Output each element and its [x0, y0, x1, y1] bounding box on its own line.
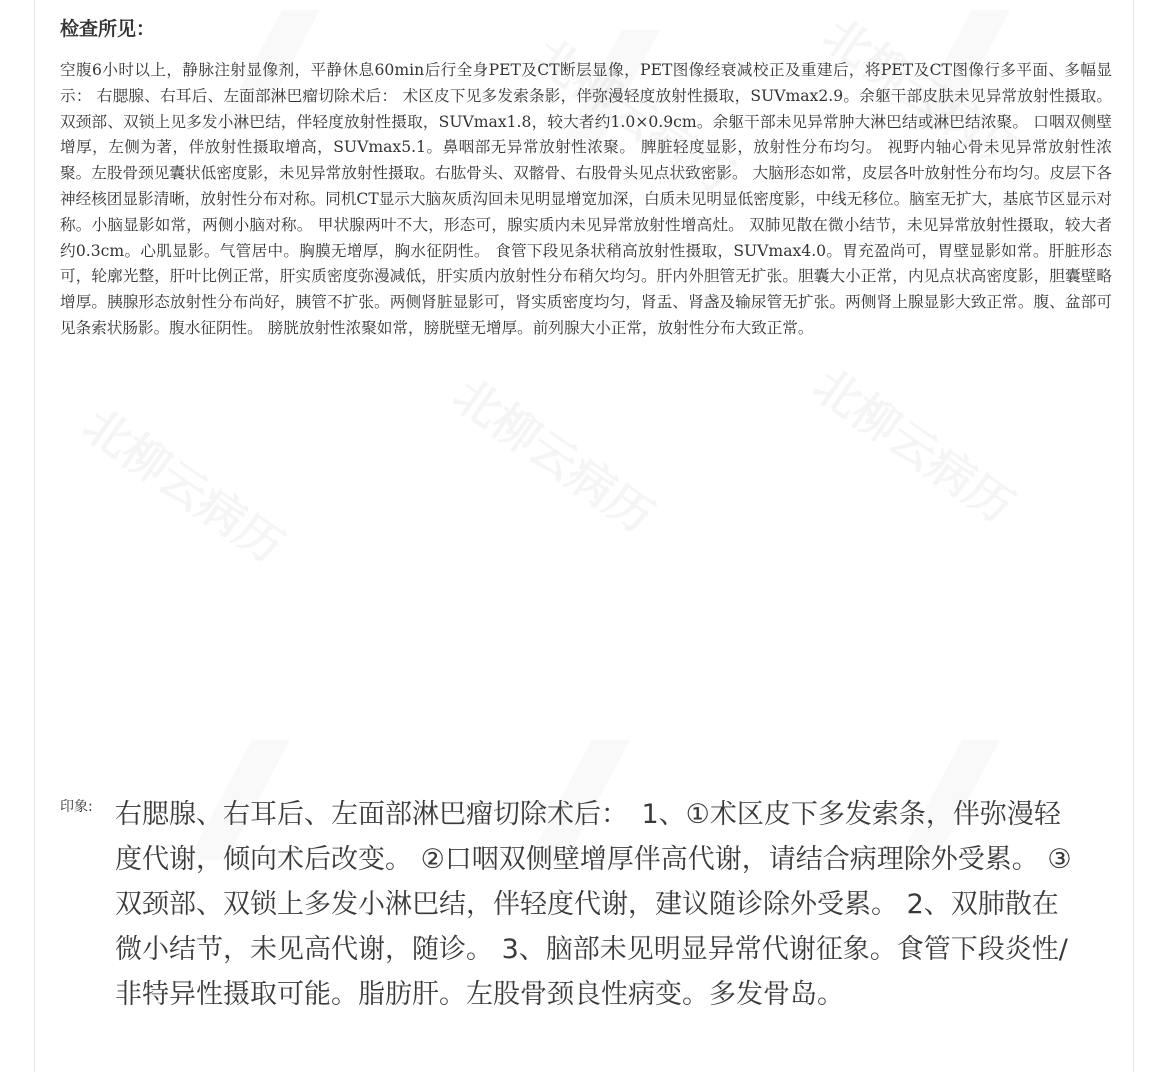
findings-text: 空腹6小时以上，静脉注射显像剂，平静休息60min后行全身PET及CT断层显像，PET图像经衰减校正及重建后，将PET及CT图像行多平面、多幅显示： 右腮腺、右耳后、左面部淋巴瘤切除术后： 术区皮下见多发索条影，伴弥漫轻度放射性摄取，SUVmax2.9。余躯干部皮肤未见异常放射性摄取。双颈部、双锁上见多发小淋巴结，伴轻度放射性摄取，SUVmax1.8，较大者约1.0×0.9cm。余躯干部未见异常肿大淋巴结或淋巴结浓聚。 口咽双侧壁增厚，左侧为著，伴放射性摄取增高，SUVmax5.1。鼻咽部无异常放射性浓聚。 脾脏轻度显影，放射性分布均匀。 视野内轴心骨未见异常放射性浓聚。左股骨颈见囊状低密度影，未见异常放射性摄取。右肱骨头、双髂骨、右股骨头见点状致密影。 大脑形态如常，皮层各叶放射性分布均匀。皮层下各神经核团显影清晰，放射性分布对称。同机CT显示大脑灰质沟回未见明显增宽加深，白质未见明显低密度影，中线无移位。脑室无扩大，基底节区显示对称。小脑显影如常，两侧小脑对称。 甲状腺两叶不大，形态可，腺实质内未见异常放射性增高灶。 双肺见散在微小结节，未见异常放射性摄取，较大者约0.3cm。心肌显影。气管居中。胸膜无增厚，胸水征阴性。 食管下段见条状稍高放射性摄取，SUVmax4.0。胃充盈尚可，胃壁显影如常。肝脏形态可，轮廓光整，肝叶比例正常，肝实质密度弥漫减低，肝实质内放射性分布稍欠均匀。肝内外胆管无扩张。胆囊大小正常，内见点状高密度影，胆囊壁略增厚。胰腺形态放射性分布尚好，胰管不扩张。两侧肾脏显影可，肾实质密度均匀，肾盂、肾盏及输尿管无扩张。两侧肾上腺显影大致正常。腹、盆部可见条索状肠影。腹水征阴性。 膀胱放射性浓聚如常，膀胱壁无增厚。前列腺大小正常，放射性分布大致正常。: [60, 61, 1112, 337]
impression-text: 右腮腺、右耳后、左面部淋巴瘤切除术后： 1、①术区皮下多发索条，伴弥漫轻度代谢，倾向术后改变。 ②口咽双侧壁增厚伴高代谢，请结合病理除外受累。 ③双颈部、双锁上多发小淋巴结，伴轻度代谢，建议随诊除外受累。 2、双肺散在微小结节，未见高代谢，随诊。 3、脑部未见明显异常代谢征象。食管下段炎性/非特异性摄取可能。脂肪肝。左股骨颈良性病变。多发骨岛。: [115, 799, 1072, 1010]
impression-label: 印象:: [60, 799, 93, 815]
findings-heading: 检查所见：: [60, 18, 156, 40]
